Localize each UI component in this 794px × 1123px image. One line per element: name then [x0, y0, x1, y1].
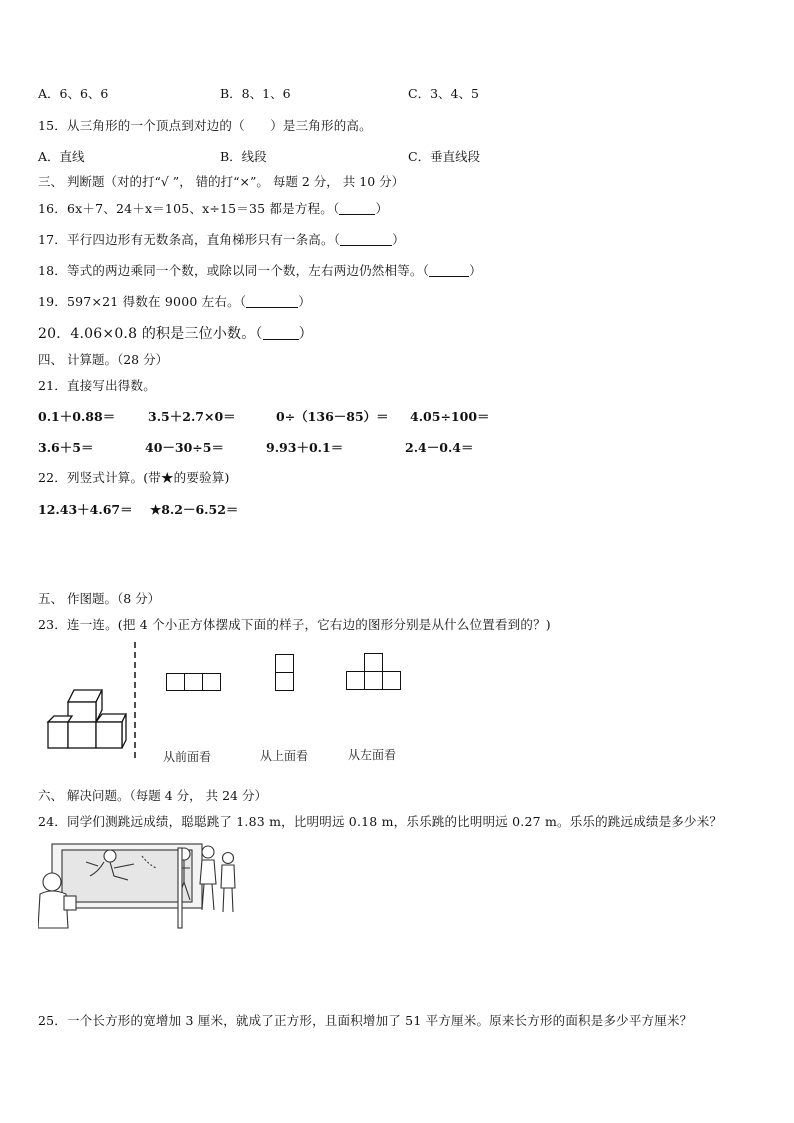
- view-square: [382, 671, 401, 690]
- q18-text: 18．等式的两边乘同一个数，或除以同一个数，左右两边仍然相等。（: [38, 263, 430, 278]
- section-4-title: 四、 计算题。（28 分）: [38, 352, 169, 367]
- section-5-title: 五、 作图题。（8 分）: [38, 591, 161, 606]
- q17: [38, 230, 405, 248]
- q19: [38, 292, 311, 310]
- cube-stack-figure: [44, 688, 128, 750]
- q18-close: ）: [469, 263, 482, 278]
- view-square: [275, 654, 294, 673]
- q15-option-c: C．垂直线段: [408, 149, 481, 164]
- q17-text: 17．平行四边形有无数条高，直角梯形只有一条高。（: [38, 232, 341, 247]
- q21-calc: 9.93＋0.1＝: [266, 440, 344, 455]
- q19-answer-blank[interactable]: [246, 295, 298, 308]
- q17-close: ）: [392, 232, 405, 247]
- q14-option-b: B．8、1、6: [220, 86, 291, 101]
- q21-calc: 3.5＋2.7×0＝: [148, 409, 236, 424]
- q17-answer-blank[interactable]: [340, 233, 392, 246]
- q16-text: 16．6x＋7、24＋x＝105、x÷15＝35 都是方程。（: [38, 201, 340, 216]
- long-jump-illustration: [38, 838, 244, 930]
- q22-item: 12.43＋4.67＝: [38, 502, 133, 517]
- q19-text: 19．597×21 得数在 9000 左右。（: [38, 294, 247, 309]
- q21-calc: 4.05÷100＝: [410, 409, 490, 424]
- view-square: [166, 673, 185, 691]
- view-square: [364, 653, 383, 672]
- q15-option-a: A．直线: [38, 149, 85, 164]
- q24-text: 24．同学们测跳远成绩，聪聪跳了 1.83 m，比明明远 0.18 m，乐乐跳的比明明远 0.27 m。乐乐的跳远成绩是多少米？: [38, 814, 723, 829]
- view-square: [184, 673, 203, 691]
- section-6-title: 六、 解决问题。（每题 4 分， 共 24 分）: [38, 788, 267, 803]
- q20: [38, 323, 313, 343]
- q20-close: ）: [298, 326, 313, 342]
- q21-calc: 0.1＋0.88＝: [38, 409, 116, 424]
- q16-close: ）: [375, 201, 389, 216]
- caption-left-view[interactable]: 从左面看: [348, 748, 397, 762]
- q16: [38, 199, 388, 217]
- q15-stem: 15．从三角形的一个顶点到对边的（ ）是三角形的高。: [38, 118, 372, 133]
- q14-option-c: C．3、4、5: [408, 86, 479, 101]
- q20-answer-blank[interactable]: [263, 327, 299, 340]
- view-square: [202, 673, 221, 691]
- q22-stem: 22．列竖式计算。(带★的要验算): [38, 470, 230, 485]
- q21-calc: 3.6＋5＝: [38, 440, 94, 455]
- q18-answer-blank[interactable]: [429, 264, 469, 277]
- q21-calc: 0÷（136－85）＝: [276, 409, 389, 424]
- q18: [38, 261, 482, 279]
- q21-stem: 21．直接写出得数。: [38, 378, 156, 393]
- q15-option-b: B．线段: [220, 149, 267, 164]
- view-square: [275, 672, 294, 691]
- view-square: [364, 671, 383, 690]
- q16-answer-blank[interactable]: [339, 202, 375, 215]
- q14-option-a: A．6、6、6: [38, 86, 109, 101]
- q23-stem: 23．连一连。(把 4 个小正方体摆成下面的样子，它右边的图形分别是从什么位置看到的？): [38, 617, 551, 632]
- caption-front-view[interactable]: 从前面看: [163, 750, 212, 764]
- dashed-divider: [133, 642, 139, 758]
- section-3-title: 三、 判断题（对的打“√ ”， 错的打“×”。 每题 2 分， 共 10 分）: [38, 174, 405, 189]
- q22-item: ★8.2－6.52＝: [150, 502, 239, 517]
- q25-text: 25．一个长方形的宽增加 3 厘米，就成了正方形，且面积增加了 51 平方厘米。原来长方形的面积是多少平方厘米？: [38, 1013, 693, 1028]
- q20-text: 20．4.06×0.8 的积是三位小数。（: [38, 326, 263, 342]
- view-square: [346, 671, 365, 690]
- q19-close: ）: [298, 294, 311, 309]
- caption-top-view[interactable]: 从上面看: [260, 749, 309, 763]
- q21-calc: 2.4－0.4＝: [405, 440, 474, 455]
- q21-calc: 40－30÷5＝: [145, 440, 224, 455]
